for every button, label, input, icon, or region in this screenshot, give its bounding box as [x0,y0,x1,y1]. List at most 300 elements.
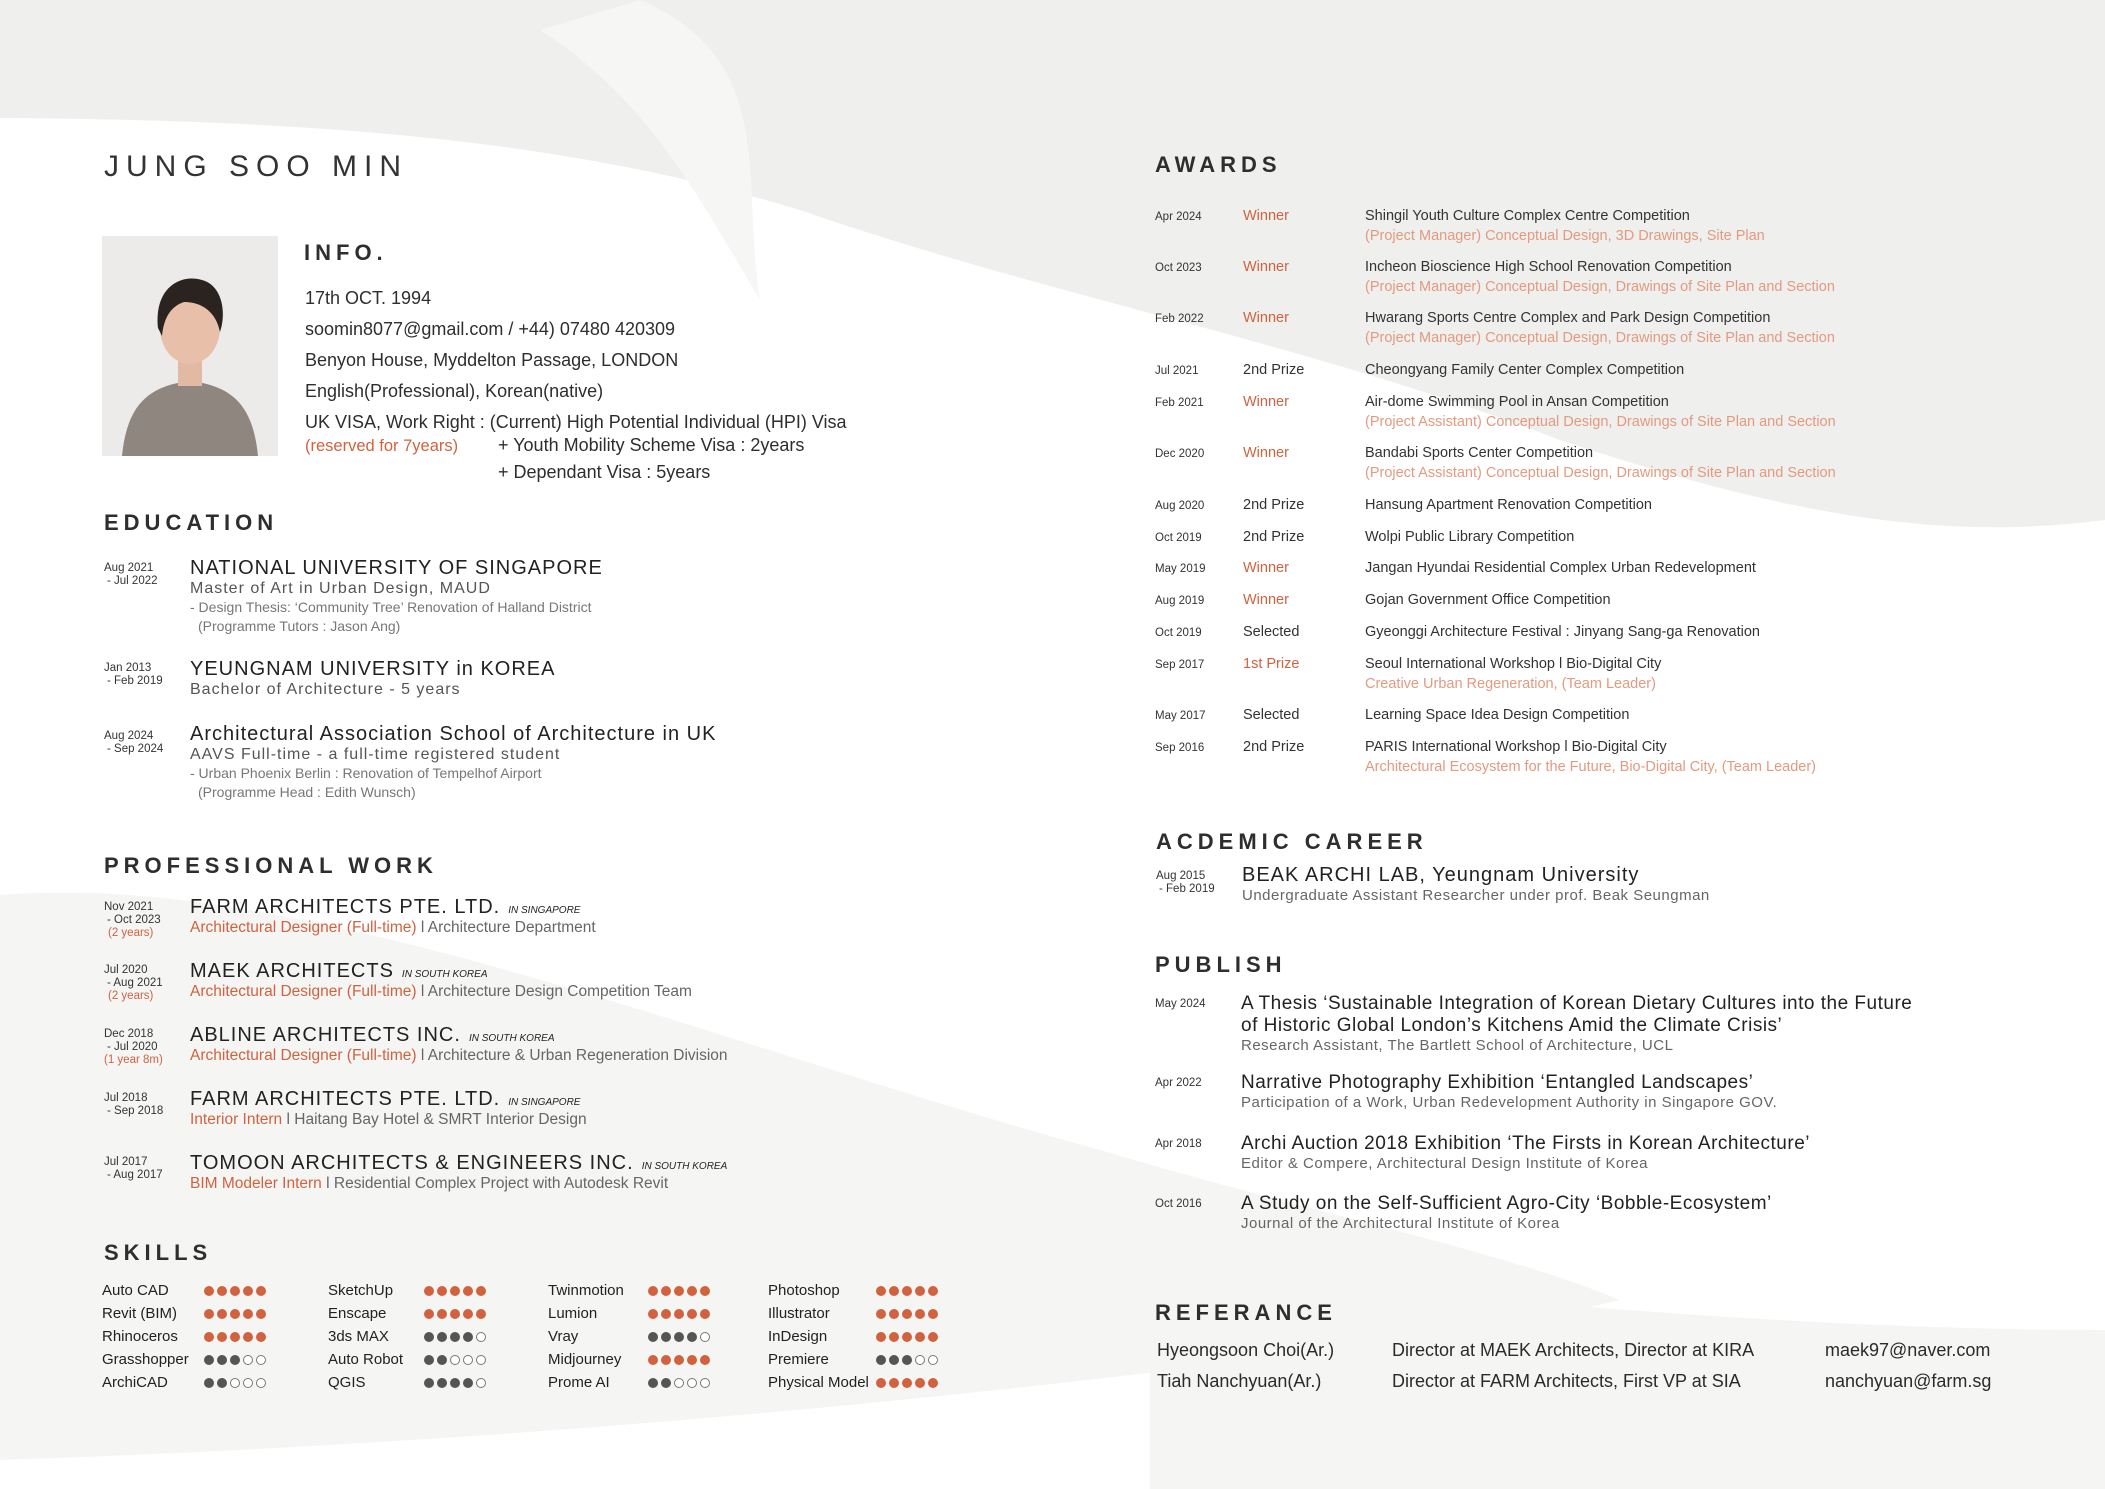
academic-heading: ACDEMIC CAREER [1156,829,1428,854]
company-location: IN SOUTH KOREA [641,1161,728,1172]
award-date: Oct 2023 [1155,262,1202,274]
skill-name: QGIS [328,1374,366,1391]
date-start: Nov 2021 [104,901,154,913]
award-title: Gyeonggi Architecture Festival : Jinyang Sang-ga Renovation [1365,624,1760,640]
award-date: Aug 2019 [1155,595,1205,607]
work-item [190,960,692,1001]
rating-dot-filled [463,1286,473,1296]
company: FARM ARCHITECTS PTE. LTD. [190,896,501,918]
skill-name: Prome AI [548,1374,610,1391]
role: Interior Intern [190,1111,283,1128]
award-result: Winner [1243,445,1289,461]
award-date: May 2017 [1155,710,1206,722]
rating-dot-filled [424,1309,434,1319]
date-start: Dec 2018 [104,1028,154,1040]
company-location: IN SOUTH KOREA [468,1033,555,1044]
date-end: - Aug 2021 [107,977,163,989]
rating-dot-filled [437,1332,447,1342]
department: l Architecture Department [420,919,596,936]
company-name [190,1024,728,1047]
info-heading: INFO. [304,240,388,265]
department: l Architecture & Urban Regeneration Division [420,1047,728,1064]
rating-dot-filled [463,1378,473,1388]
award-date: Oct 2019 [1155,627,1202,639]
date-end: - Sep 2024 [107,743,164,755]
work-date [104,1028,163,1067]
award-result: Winner [1243,560,1289,576]
skill-rating [648,1286,710,1296]
rating-dot-filled [674,1286,684,1296]
award-title: Hansung Apartment Renovation Competition [1365,497,1652,513]
skills-heading: SKILLS [104,1240,213,1265]
rating-dot-filled [902,1378,912,1388]
company-name [190,1088,587,1111]
skill-name: InDesign [768,1328,828,1345]
rating-dot-filled [463,1309,473,1319]
rating-dot-filled [661,1286,671,1296]
skill-name: Illustrator [768,1305,830,1322]
referee-position: Director at MAEK Architects, Director at KIRA [1392,1340,1755,1360]
rating-dot-filled [476,1286,486,1296]
referee-email[interactable]: nanchyuan@farm.sg [1825,1371,1992,1391]
rating-dot-filled [204,1378,214,1388]
award-date: Feb 2022 [1155,313,1204,325]
rating-dot-empty [674,1378,684,1388]
award-result: Winner [1243,592,1289,608]
award-title: Shingil Youth Culture Complex Centre Competition [1365,208,1690,224]
award-date: Aug 2020 [1155,500,1205,512]
publish-title: Archi Auction 2018 Exhibition ‘The Firsts in Korean Architecture’ [1241,1133,1810,1154]
award-role: (Project Manager) Conceptual Design, Drawings of Site Plan and Section [1365,330,1835,346]
publish-date: Apr 2018 [1155,1138,1202,1150]
award-result: 2nd Prize [1243,739,1305,755]
award-title: Hwarang Sports Centre Complex and Park Design Competition [1365,310,1771,326]
skill-rating [424,1355,486,1365]
award-result: Winner [1243,208,1289,224]
award-title: Gojan Government Office Competition [1365,592,1611,608]
rating-dot-filled [217,1378,227,1388]
department: l Architecture Design Competition Team [420,983,692,1000]
date-end: - Sep 2018 [107,1105,164,1117]
education-date [104,662,163,688]
education-note: (Programme Head : Edith Wunsch) [198,784,416,800]
department: l Haitang Bay Hotel & SMRT Interior Design [286,1111,587,1128]
rating-dot-empty [476,1378,486,1388]
award-title: Seoul International Workshop l Bio-Digital City [1365,656,1662,672]
rating-dot-empty [243,1355,253,1365]
award-role: (Project Manager) Conceptual Design, 3D Drawings, Site Plan [1365,228,1765,244]
date-start: Aug 2024 [104,730,154,742]
degree: Bachelor of Architecture - 5 years [190,681,461,698]
education-item [190,557,603,636]
award-title: Jangan Hyundai Residential Complex Urban Redevelopment [1365,560,1756,576]
award-role: (Project Assistant) Conceptual Design, Drawings of Site Plan and Section [1365,414,1836,430]
award-result: Selected [1243,624,1300,640]
academic-date [1156,870,1215,896]
award-result: Selected [1243,707,1300,723]
duration: (1 year 8m) [104,1054,163,1066]
skill-name: Revit (BIM) [102,1305,177,1322]
publish-item [1241,1072,1777,1111]
rating-dot-filled [243,1309,253,1319]
skill-name: Rhinoceros [102,1328,178,1345]
duration: (2 years) [108,990,154,1002]
rating-dot-filled [889,1378,899,1388]
publish-item [1241,1133,1810,1172]
education-date [104,730,163,756]
rating-dot-filled [902,1332,912,1342]
role-line [190,1047,728,1065]
award-date: Oct 2019 [1155,532,1202,544]
rating-dot-filled [928,1309,938,1319]
award-role: (Project Manager) Conceptual Design, Drawings of Site Plan and Section [1365,279,1835,295]
skill-rating [876,1286,938,1296]
rating-dot-filled [876,1309,886,1319]
work-item [190,896,596,937]
rating-dot-filled [424,1286,434,1296]
rating-dot-filled [928,1332,938,1342]
rating-dot-filled [687,1332,697,1342]
company: TOMOON ARCHITECTS & ENGINEERS INC. [190,1152,634,1174]
company-location: IN SOUTH KOREA [401,969,488,980]
school-name: NATIONAL UNIVERSITY OF SINGAPORE [190,557,603,579]
skill-name: Premiere [768,1351,829,1368]
rating-dot-empty [700,1378,710,1388]
rating-dot-filled [450,1309,460,1319]
rating-dot-filled [450,1332,460,1342]
rating-dot-filled [889,1355,899,1365]
publish-date: Apr 2022 [1155,1077,1202,1089]
date-end: - Oct 2023 [107,914,161,926]
school-name: YEUNGNAM UNIVERSITY in KOREA [190,658,556,680]
referee-position: Director at FARM Architects, First VP at SIA [1392,1371,1741,1391]
work-item [190,1152,727,1193]
rating-dot-filled [256,1309,266,1319]
role-line [190,919,596,937]
work-date [104,1156,163,1182]
role-line [190,1111,587,1129]
date-start: Jan 2013 [104,662,152,674]
award-role: (Project Assistant) Conceptual Design, Drawings of Site Plan and Section [1365,465,1836,481]
skill-rating [204,1332,266,1342]
rating-dot-empty [243,1378,253,1388]
rating-dot-filled [902,1286,912,1296]
rating-dot-filled [463,1332,473,1342]
languages: English(Professional), Korean(native) [305,381,604,401]
rating-dot-filled [687,1309,697,1319]
award-date: Dec 2020 [1155,448,1205,460]
date-start: Aug 2015 [1156,870,1206,882]
skill-name: Grasshopper [102,1351,189,1368]
skill-name: Photoshop [768,1282,840,1299]
company-location: IN SINGAPORE [508,905,581,916]
skill-rating [204,1286,266,1296]
rating-dot-filled [700,1309,710,1319]
academic-item [1242,864,1710,904]
referee-email[interactable]: maek97@naver.com [1825,1340,1991,1360]
rating-dot-empty [476,1332,486,1342]
visa-extra-2: + Dependant Visa : 5years [498,462,711,482]
education-heading: EDUCATION [104,510,279,535]
rating-dot-filled [204,1286,214,1296]
rating-dot-filled [424,1355,434,1365]
rating-dot-filled [204,1309,214,1319]
skill-rating [204,1378,266,1388]
skill-name: Auto Robot [328,1351,404,1368]
skill-rating [876,1309,938,1319]
degree: Master of Art in Urban Design, MAUD [190,580,491,597]
skill-name: Twinmotion [548,1282,624,1299]
education-item [190,658,555,699]
rating-dot-filled [915,1332,925,1342]
rating-dot-empty [687,1378,697,1388]
rating-dot-filled [437,1286,447,1296]
rating-dot-filled [928,1286,938,1296]
rating-dot-filled [437,1309,447,1319]
date-start: Aug 2021 [104,562,154,574]
rating-dot-filled [204,1355,214,1365]
date-end: - Feb 2019 [107,675,163,687]
skill-rating [424,1286,486,1296]
date-end: - Aug 2017 [107,1169,163,1181]
role: Architectural Designer (Full-time) [190,983,417,1000]
date-start: Jul 2018 [104,1092,148,1104]
degree: AAVS Full-time - a full-time registered student [190,746,561,763]
rating-dot-filled [648,1309,658,1319]
work-date [104,1092,163,1118]
publish-item [1241,1193,1772,1232]
publish-date: Oct 2016 [1155,1198,1202,1210]
skill-name: Lumion [548,1305,598,1322]
rating-dot-filled [204,1332,214,1342]
rating-dot-filled [674,1355,684,1365]
rating-dot-filled [902,1309,912,1319]
department: l Residential Complex Project with Autodesk Revit [326,1175,669,1192]
skill-rating [876,1378,938,1388]
award-date: May 2019 [1155,563,1206,575]
role-line [190,1175,727,1193]
education-note: (Programme Tutors : Jason Ang) [198,618,401,634]
profile-photo [102,236,278,456]
publish-detail: Editor & Compere, Architectural Design Institute of Korea [1241,1155,1649,1172]
skill-name: Vray [548,1328,579,1345]
rating-dot-filled [661,1355,671,1365]
award-title: Bandabi Sports Center Competition [1365,445,1594,461]
skill-name: Midjourney [548,1351,622,1368]
education-item [190,723,716,802]
professional-heading: PROFESSIONAL WORK [104,853,438,878]
rating-dot-filled [230,1355,240,1365]
skill-name: Physical Model [768,1374,869,1391]
skill-rating [204,1355,266,1365]
rating-dot-filled [217,1332,227,1342]
contact-details: soomin8077@gmail.com / +44) 07480 420309 [305,319,676,339]
skill-rating [424,1332,486,1342]
skill-rating [648,1355,710,1365]
rating-dot-filled [661,1309,671,1319]
rating-dot-filled [876,1378,886,1388]
award-date: Feb 2021 [1155,397,1204,409]
award-result: 2nd Prize [1243,362,1305,378]
award-date: Sep 2017 [1155,659,1205,671]
rating-dot-filled [243,1332,253,1342]
date-end: - Jul 2020 [107,1041,158,1053]
rating-dot-filled [230,1309,240,1319]
award-result: Winner [1243,259,1289,275]
award-title: Wolpi Public Library Competition [1365,529,1575,545]
award-date: Sep 2016 [1155,742,1205,754]
visa-status: UK VISA, Work Right : (Current) High Potential Individual (HPI) Visa [305,412,847,432]
award-date: Jul 2021 [1155,365,1199,377]
rating-dot-filled [217,1286,227,1296]
reference-heading: REFERANCE [1155,1300,1337,1325]
publish-title: A Study on the Self-Sufficient Agro-City ‘Bobble-Ecosystem’ [1241,1193,1772,1214]
date-start: Jul 2017 [104,1156,148,1168]
award-title: Incheon Bioscience High School Renovation Competition [1365,259,1732,275]
publish-detail: Journal of the Architectural Institute of Korea [1241,1215,1560,1232]
award-role: Architectural Ecosystem for the Future, Bio-Digital City, (Team Leader) [1365,759,1817,775]
education-note: - Design Thesis: ‘Community Tree’ Renovation of Halland District [190,599,592,615]
rating-dot-empty [256,1378,266,1388]
rating-dot-empty [700,1332,710,1342]
visa-reserved-note: (reserved for 7years) [305,437,459,455]
publish-title: Narrative Photography Exhibition ‘Entangled Landscapes’ [1241,1072,1754,1093]
skill-rating [424,1378,486,1388]
skill-name: ArchiCAD [102,1374,168,1391]
publish-heading: PUBLISH [1155,952,1287,977]
rating-dot-filled [928,1378,938,1388]
role-line [190,983,692,1001]
birth-date: 17th OCT. 1994 [305,288,432,308]
company-name [190,960,692,983]
rating-dot-filled [648,1286,658,1296]
rating-dot-empty [230,1378,240,1388]
skill-name: 3ds MAX [328,1328,389,1345]
publish-title-cont: of Historic Global London’s Kitchens Amid the Climate Crisis’ [1241,1015,1783,1036]
rating-dot-filled [661,1378,671,1388]
rating-dot-filled [876,1332,886,1342]
rating-dot-filled [687,1286,697,1296]
duration: (2 years) [108,927,154,939]
rating-dot-empty [915,1355,925,1365]
award-result: Winner [1243,310,1289,326]
rating-dot-filled [889,1309,899,1319]
rating-dot-filled [437,1378,447,1388]
rating-dot-filled [648,1378,658,1388]
rating-dot-filled [674,1309,684,1319]
publish-date: May 2024 [1155,998,1206,1010]
rating-dot-empty [256,1355,266,1365]
role: BIM Modeler Intern [190,1175,322,1192]
date-end: - Jul 2022 [107,575,158,587]
rating-dot-filled [648,1355,658,1365]
rating-dot-filled [424,1332,434,1342]
award-date: Apr 2024 [1155,211,1202,223]
skill-rating [648,1332,710,1342]
role: Architectural Designer (Full-time) [190,919,417,936]
award-title: Cheongyang Family Center Complex Competition [1365,362,1685,378]
rating-dot-filled [648,1332,658,1342]
rating-dot-filled [902,1355,912,1365]
rating-dot-filled [674,1332,684,1342]
rating-dot-filled [915,1286,925,1296]
skill-name: SketchUp [328,1282,394,1299]
skill-name: Auto CAD [102,1282,169,1299]
skill-rating [648,1378,710,1388]
award-title: Air-dome Swimming Pool in Ansan Competition [1365,394,1669,410]
work-date [104,964,163,1003]
skill-rating [876,1355,938,1365]
rating-dot-filled [450,1378,460,1388]
rating-dot-filled [256,1286,266,1296]
address: Benyon House, Myddelton Passage, LONDON [305,350,679,370]
rating-dot-filled [889,1286,899,1296]
skill-rating [648,1309,710,1319]
education-note: - Urban Phoenix Berlin : Renovation of Tempelhof Airport [190,765,542,781]
rating-dot-empty [928,1355,938,1365]
rating-dot-filled [256,1332,266,1342]
publish-detail: Research Assistant, The Bartlett School of Architecture, UCL [1241,1037,1674,1054]
rating-dot-filled [915,1378,925,1388]
publish-item [1241,993,1912,1054]
rating-dot-filled [876,1286,886,1296]
publish-detail: Participation of a Work, Urban Redevelopment Authority in Singapore GOV. [1241,1094,1778,1111]
skill-rating [204,1309,266,1319]
awards-heading: AWARDS [1155,152,1282,177]
date-end: - Feb 2019 [1159,883,1215,895]
lab-role: Undergraduate Assistant Researcher under prof. Beak Seungman [1242,887,1710,904]
award-role: Creative Urban Regeneration, (Team Leader) [1365,676,1656,692]
work-item [190,1024,728,1065]
visa-extra-1: + Youth Mobility Scheme Visa : 2years [498,435,805,455]
award-result: 2nd Prize [1243,497,1305,513]
rating-dot-filled [700,1286,710,1296]
rating-dot-empty [463,1355,473,1365]
rating-dot-filled [876,1355,886,1365]
skill-rating [424,1309,486,1319]
rating-dot-filled [424,1378,434,1388]
award-title: Learning Space Idea Design Competition [1365,707,1630,723]
rating-dot-empty [450,1355,460,1365]
company-name [190,1152,727,1175]
work-item [190,1088,587,1129]
award-result: 2nd Prize [1243,529,1305,545]
rating-dot-filled [243,1286,253,1296]
work-date [104,901,161,940]
rating-dot-filled [687,1355,697,1365]
role: Architectural Designer (Full-time) [190,1047,417,1064]
lab-name: BEAK ARCHI LAB, Yeungnam University [1242,864,1640,886]
skill-rating [876,1332,938,1342]
school-name: Architectural Association School of Architecture in UK [190,723,717,745]
publish-title: A Thesis ‘Sustainable Integration of Korean Dietary Cultures into the Future [1241,993,1913,1014]
rating-dot-filled [700,1355,710,1365]
company: MAEK ARCHITECTS [190,960,394,982]
rating-dot-filled [915,1309,925,1319]
info-block [305,283,847,438]
referee-name: Hyeongsoon Choi(Ar.) [1157,1340,1335,1360]
company: ABLINE ARCHITECTS INC. [190,1024,461,1046]
rating-dot-empty [476,1355,486,1365]
rating-dot-filled [889,1332,899,1342]
rating-dot-filled [437,1355,447,1365]
rating-dot-filled [450,1286,460,1296]
company-name [190,896,596,919]
rating-dot-filled [476,1309,486,1319]
award-result: 1st Prize [1243,656,1300,672]
rating-dot-filled [661,1332,671,1342]
rating-dot-filled [217,1309,227,1319]
